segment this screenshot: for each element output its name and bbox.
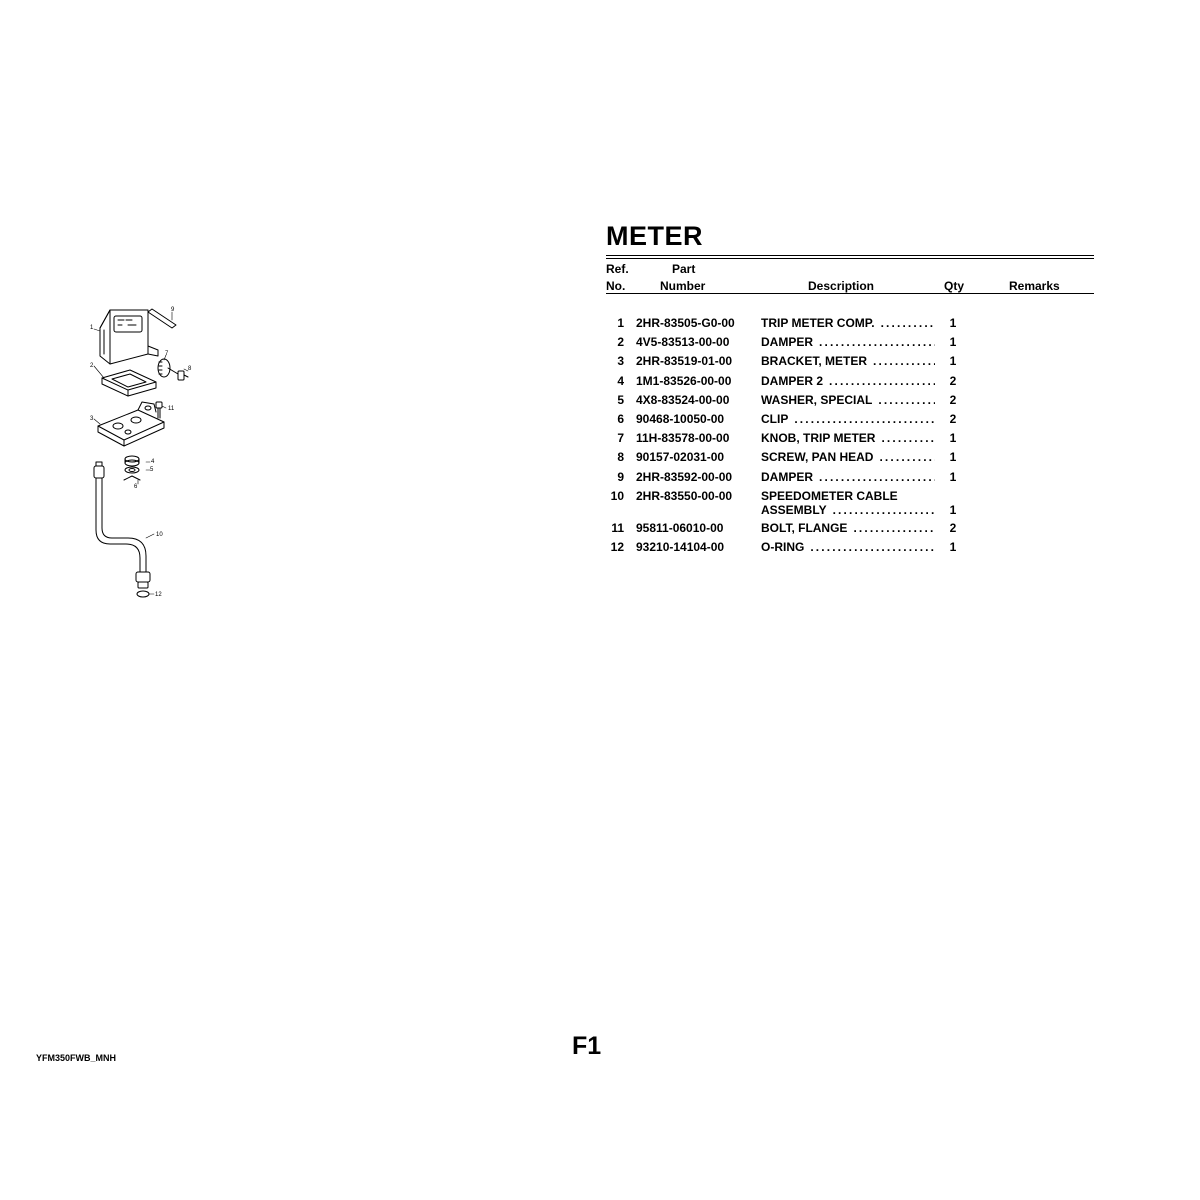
header-rule xyxy=(606,293,1094,294)
ref-number: 1 xyxy=(617,316,624,330)
part-description-text: DAMPER 2 xyxy=(761,373,824,388)
callout-10: 10 xyxy=(156,532,163,538)
leader-lines xyxy=(94,312,188,594)
header-part-line1: Part xyxy=(672,262,696,276)
table-row xyxy=(606,393,1094,412)
part-description-text: WASHER, SPECIAL xyxy=(761,392,873,407)
callout-5: 5 xyxy=(150,467,154,473)
part-description-line1: SPEEDOMETER CABLE xyxy=(761,488,898,503)
dot-leader xyxy=(829,374,935,388)
dot-leader xyxy=(878,393,935,407)
meter-body-drawing xyxy=(100,310,158,364)
callout-2: 2 xyxy=(90,363,94,369)
ref-number: 4 xyxy=(617,373,624,388)
part-description-text: TRIP METER COMP. xyxy=(761,316,875,330)
part-number: 4V5-83513-00-00 xyxy=(636,335,730,350)
table-row xyxy=(606,521,1094,540)
ref-number: 9 xyxy=(617,469,624,484)
callout-4: 4 xyxy=(151,459,155,465)
table-row xyxy=(606,489,1094,522)
part-description xyxy=(761,470,935,484)
screw-8-drawing xyxy=(178,371,188,380)
quantity: 2 xyxy=(949,373,957,388)
header-description: Description xyxy=(808,279,875,293)
part-description xyxy=(761,354,935,368)
quantity: 2 xyxy=(949,521,957,536)
title-rule-bottom xyxy=(606,258,1094,259)
quantity: 1 xyxy=(949,502,957,517)
part-number: 2HR-83519-01-00 xyxy=(636,354,733,369)
part-number: 1M1-83526-00-00 xyxy=(636,373,732,388)
table-row xyxy=(606,316,1094,335)
dot-leader xyxy=(853,521,935,535)
quantity: 1 xyxy=(949,540,957,555)
callout-6: 6 xyxy=(134,484,138,490)
part-description-text: DAMPER xyxy=(761,335,814,350)
dot-leader xyxy=(881,316,935,330)
part-description-text: O-RING xyxy=(761,540,805,555)
header-ref-line2: No. xyxy=(606,279,626,293)
part-description-text: DAMPER xyxy=(761,469,814,484)
part-number: 4X8-83524-00-00 xyxy=(636,392,730,407)
damper-2-drawing xyxy=(102,370,156,396)
part-description xyxy=(761,521,935,535)
o-ring-12-drawing xyxy=(137,591,149,597)
part-description xyxy=(761,374,935,388)
callout-7: 7 xyxy=(165,351,169,357)
exploded-parts-diagram xyxy=(80,298,200,608)
part-description xyxy=(761,412,935,426)
part-description-text: CLIP xyxy=(761,411,789,426)
speedometer-cable-drawing xyxy=(94,462,150,588)
dot-leader xyxy=(833,503,935,517)
table-row xyxy=(606,431,1094,450)
part-number: 2HR-83505-G0-00 xyxy=(636,316,735,330)
part-number: 90468-10050-00 xyxy=(636,411,725,426)
table-row xyxy=(606,374,1094,393)
part-number: 95811-06010-00 xyxy=(636,521,724,536)
ref-number: 10 xyxy=(610,488,624,503)
dot-leader xyxy=(819,335,935,349)
quantity: 1 xyxy=(949,469,957,484)
ref-number: 3 xyxy=(617,354,624,369)
callout-8: 8 xyxy=(188,366,192,372)
ref-number: 5 xyxy=(617,392,624,407)
dot-leader xyxy=(794,412,935,426)
quantity: 1 xyxy=(949,354,957,369)
part-description xyxy=(761,393,935,407)
part-description xyxy=(761,316,935,330)
damper-4-drawing xyxy=(125,456,139,466)
ref-number: 12 xyxy=(610,540,624,555)
bracket-drawing xyxy=(98,402,164,446)
part-description-text: BOLT, FLANGE xyxy=(761,521,848,536)
part-number: 93210-14104-00 xyxy=(636,540,725,555)
part-description xyxy=(761,489,935,517)
table-row xyxy=(606,412,1094,431)
quantity: 1 xyxy=(949,335,957,350)
part-description xyxy=(761,450,935,464)
quantity: 1 xyxy=(949,450,957,465)
callout-12: 12 xyxy=(155,592,162,598)
dot-leader xyxy=(881,431,935,445)
part-description-text: SCREW, PAN HEAD xyxy=(761,450,874,465)
page-label: F1 xyxy=(572,1032,602,1060)
parts-table xyxy=(606,316,1094,560)
part-number: 2HR-83592-00-00 xyxy=(636,469,733,484)
quantity: 2 xyxy=(949,411,957,426)
quantity: 2 xyxy=(949,392,957,407)
part-description-text: BRACKET, METER xyxy=(761,354,868,369)
table-row xyxy=(606,470,1094,489)
ref-number: 7 xyxy=(617,431,624,446)
bolt-11-drawing xyxy=(156,402,162,418)
page-title: METER xyxy=(606,221,703,251)
dot-leader xyxy=(819,470,935,484)
ref-number: 2 xyxy=(617,335,624,350)
header-remarks: Remarks xyxy=(1009,279,1060,293)
table-row xyxy=(606,335,1094,354)
model-code: YFM350FWB_MNH xyxy=(36,1053,117,1063)
title-rule-top xyxy=(606,255,1094,256)
ref-number: 8 xyxy=(617,450,624,465)
callout-9: 9 xyxy=(171,307,175,313)
callout-1: 1 xyxy=(90,325,94,331)
part-description-line2: ASSEMBLY xyxy=(761,502,827,517)
header-qty: Qty xyxy=(944,279,965,293)
dot-leader xyxy=(810,540,935,554)
table-row xyxy=(606,354,1094,373)
part-number: 90157-02031-00 xyxy=(636,450,725,465)
ref-number: 6 xyxy=(617,411,624,426)
callout-3: 3 xyxy=(90,416,94,422)
clip-6-drawing xyxy=(124,476,140,480)
quantity: 1 xyxy=(949,316,957,330)
dot-leader xyxy=(873,354,935,368)
dot-leader xyxy=(879,450,935,464)
part-description-text: KNOB, TRIP METER xyxy=(761,431,876,446)
part-description xyxy=(761,540,935,554)
table-row xyxy=(606,540,1094,559)
washer-5-drawing xyxy=(125,467,139,473)
knob-drawing xyxy=(158,359,178,377)
quantity: 1 xyxy=(949,431,957,446)
table-row xyxy=(606,450,1094,469)
part-number: 11H-83578-00-00 xyxy=(636,431,730,446)
part-description xyxy=(761,335,935,349)
ref-number: 11 xyxy=(611,521,624,536)
callout-11: 11 xyxy=(168,406,175,412)
header-ref-line1: Ref. xyxy=(606,262,629,276)
part-number: 2HR-83550-00-00 xyxy=(636,488,733,503)
part-description xyxy=(761,431,935,445)
header-part-line2: Number xyxy=(660,279,706,293)
